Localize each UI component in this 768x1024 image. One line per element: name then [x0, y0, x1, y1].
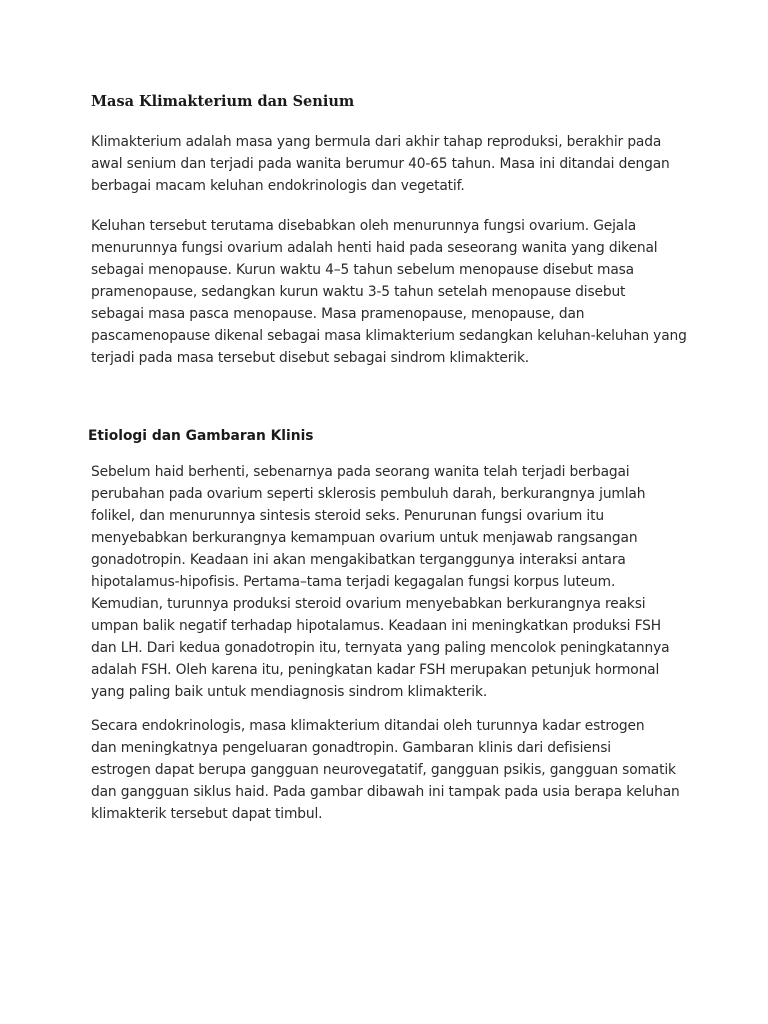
paragraph-endokrinologis — [91, 715, 680, 825]
text-line: menurunnya fungsi ovarium adalah henti haid pada seseorang wanita yang dikenal — [91, 240, 658, 256]
paragraph-klimakterium-definition — [91, 131, 670, 197]
text-line: dan meningkatnya pengeluaran gonadtropin. Gambaran klinis dari defisiensi — [91, 740, 611, 756]
text-line: Secara endokrinologis, masa klimakterium ditandai oleh turunnya kadar estrogen — [91, 718, 645, 734]
text-line: hipotalamus-hipofisis. Pertama–tama terjadi kegagalan fungsi korpus luteum. — [91, 574, 616, 590]
text-line: awal senium dan terjadi pada wanita berumur 40-65 tahun. Masa ini ditandai dengan — [91, 156, 670, 172]
text-line: sebagai menopause. Kurun waktu 4–5 tahun sebelum menopause disebut masa — [91, 262, 634, 278]
document-title: Masa Klimakterium dan Senium — [91, 93, 355, 110]
paragraph-etiologi — [91, 461, 669, 703]
text-line: pascamenopause dikenal sebagai masa klimakterium sedangkan keluhan-keluhan yang — [91, 328, 687, 344]
text-line: gonadotropin. Keadaan ini akan mengakibatkan terganggunya interaksi antara — [91, 552, 626, 568]
section-heading: Etiologi dan Gambaran Klinis — [88, 428, 314, 444]
text-line: Keluhan tersebut terutama disebabkan oleh menurunnya fungsi ovarium. Gejala — [91, 218, 637, 234]
text-line: menyebabkan berkurangnya kemampuan ovarium untuk menjawab rangsangan — [91, 530, 638, 546]
text-line: sebagai masa pasca menopause. Masa pramenopause, menopause, dan — [91, 306, 585, 322]
text-line: perubahan pada ovarium seperti sklerosis pembuluh darah, berkurangnya jumlah — [91, 486, 646, 502]
text-line: adalah FSH. Oleh karena itu, peningkatan kadar FSH merupakan petunjuk hormonal — [91, 662, 660, 678]
text-line: berbagai macam keluhan endokrinologis dan vegetatif. — [91, 178, 465, 194]
text-line: folikel, dan menurunnya sintesis steroid seks. Penurunan fungsi ovarium itu — [91, 508, 604, 524]
text-line: terjadi pada masa tersebut disebut sebagai sindrom klimakterik. — [91, 350, 530, 366]
text-line: Klimakterium adalah masa yang bermula dari akhir tahap reproduksi, berakhir pada — [91, 134, 662, 150]
text-line: umpan balik negatif terhadap hipotalamus. Keadaan ini meningkatkan produksi FSH — [91, 618, 661, 634]
text-line: pramenopause, sedangkan kurun waktu 3-5 tahun setelah menopause disebut — [91, 284, 626, 300]
paragraph-keluhan — [91, 215, 687, 369]
text-line: yang paling baik untuk mendiagnosis sindrom klimakterik. — [91, 684, 488, 700]
text-line: dan gangguan siklus haid. Pada gambar dibawah ini tampak pada usia berapa keluhan — [91, 784, 680, 800]
text-line: Kemudian, turunnya produksi steroid ovarium menyebabkan berkurangnya reaksi — [91, 596, 646, 612]
text-line: Sebelum haid berhenti, sebenarnya pada seorang wanita telah terjadi berbagai — [91, 464, 630, 480]
text-line: estrogen dapat berupa gangguan neurovegatatif, gangguan psikis, gangguan somatik — [91, 762, 676, 778]
text-line: dan LH. Dari kedua gonadotropin itu, ternyata yang paling mencolok peningkatannya — [91, 640, 670, 656]
text-line: klimakterik tersebut dapat timbul. — [91, 806, 323, 822]
